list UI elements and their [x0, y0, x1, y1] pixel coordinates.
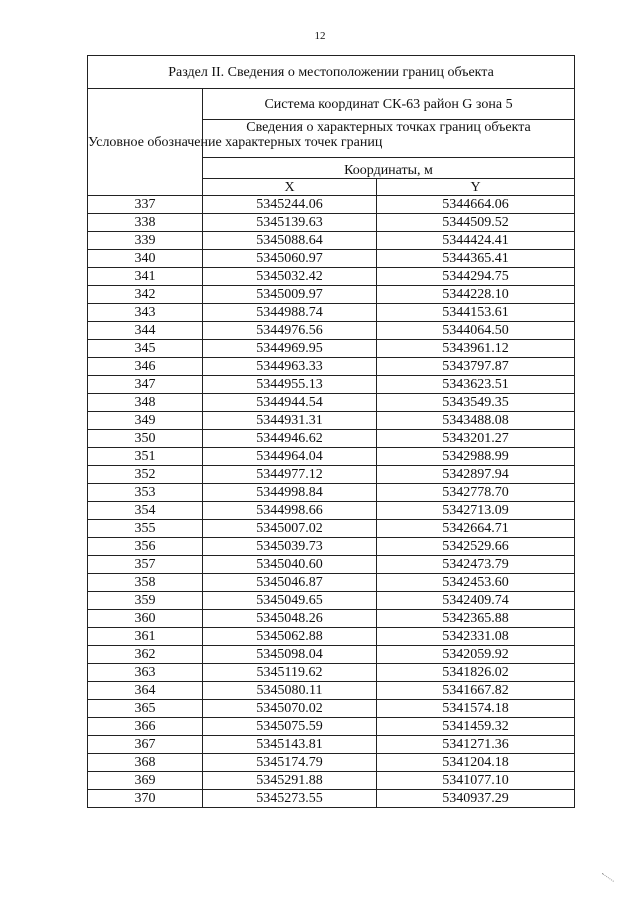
table-row [88, 376, 575, 394]
coordinate-system-title: Система координат СК-63 район G зона 5 [203, 89, 575, 120]
y-coordinate-cell: 5342664.71 [377, 520, 575, 538]
point-id-cell: 350 [88, 430, 203, 448]
y-coordinate-cell: 5343961.12 [377, 340, 575, 358]
point-id-cell: 355 [88, 520, 203, 538]
point-label-header: Условное обозначение характерных точек границ [88, 89, 203, 196]
table-row [88, 268, 575, 286]
y-coordinate-cell: 5344424.41 [377, 232, 575, 250]
y-coordinate-cell: 5344664.06 [377, 196, 575, 214]
x-coordinate-cell: 5344964.04 [203, 448, 377, 466]
y-coordinate-cell: 5342897.94 [377, 466, 575, 484]
table-row [88, 520, 575, 538]
y-coordinate-cell: 5342713.09 [377, 502, 575, 520]
point-id-cell: 351 [88, 448, 203, 466]
table-row [88, 358, 575, 376]
table-row [88, 556, 575, 574]
page-number: 12 [314, 30, 326, 42]
table-row [88, 682, 575, 700]
y-coordinate-cell: 5344228.10 [377, 286, 575, 304]
x-coordinate-cell: 5345049.65 [203, 592, 377, 610]
table-row [88, 448, 575, 466]
point-id-cell: 364 [88, 682, 203, 700]
y-coordinate-cell: 5342778.70 [377, 484, 575, 502]
x-coordinate-cell: 5345273.55 [203, 790, 377, 808]
x-coordinate-cell: 5345007.02 [203, 520, 377, 538]
point-id-cell: 365 [88, 700, 203, 718]
y-coordinate-cell: 5342453.60 [377, 574, 575, 592]
x-coordinate-cell: 5345032.42 [203, 268, 377, 286]
x-coordinate-cell: 5345098.04 [203, 646, 377, 664]
point-id-cell: 339 [88, 232, 203, 250]
y-coordinate-cell: 5340937.29 [377, 790, 575, 808]
x-coordinate-cell: 5345039.73 [203, 538, 377, 556]
section-title-row [88, 56, 575, 89]
point-id-cell: 358 [88, 574, 203, 592]
point-id-cell: 338 [88, 214, 203, 232]
point-id-cell: 359 [88, 592, 203, 610]
x-coordinate-cell: 5344963.33 [203, 358, 377, 376]
y-coordinate-cell: 5342365.88 [377, 610, 575, 628]
column-x-header: X [203, 179, 377, 196]
point-id-cell: 369 [88, 772, 203, 790]
table-row [88, 322, 575, 340]
x-coordinate-cell: 5345070.02 [203, 700, 377, 718]
point-id-cell: 346 [88, 358, 203, 376]
y-coordinate-cell: 5342059.92 [377, 646, 575, 664]
table-row [88, 214, 575, 232]
y-coordinate-cell: 5344365.41 [377, 250, 575, 268]
x-coordinate-cell: 5345088.64 [203, 232, 377, 250]
table-row [88, 790, 575, 808]
y-coordinate-cell: 5343797.87 [377, 358, 575, 376]
x-coordinate-cell: 5344998.66 [203, 502, 377, 520]
table-row [88, 574, 575, 592]
table-row [88, 754, 575, 772]
point-id-cell: 361 [88, 628, 203, 646]
y-coordinate-cell: 5344153.61 [377, 304, 575, 322]
y-coordinate-cell: 5344294.75 [377, 268, 575, 286]
x-coordinate-cell: 5345080.11 [203, 682, 377, 700]
point-id-cell: 366 [88, 718, 203, 736]
coordinates-header: Координаты, м [203, 158, 575, 179]
point-id-cell: 370 [88, 790, 203, 808]
y-coordinate-cell: 5341077.10 [377, 772, 575, 790]
point-id-cell: 354 [88, 502, 203, 520]
y-coordinate-cell: 5343201.27 [377, 430, 575, 448]
table-row [88, 502, 575, 520]
x-coordinate-cell: 5345291.88 [203, 772, 377, 790]
x-coordinate-cell: 5344955.13 [203, 376, 377, 394]
point-id-cell: 341 [88, 268, 203, 286]
column-y-header: Y [377, 179, 575, 196]
x-coordinate-cell: 5345139.63 [203, 214, 377, 232]
table-row [88, 592, 575, 610]
point-id-cell: 337 [88, 196, 203, 214]
table-row [88, 412, 575, 430]
y-coordinate-cell: 5343488.08 [377, 412, 575, 430]
x-coordinate-cell: 5345143.81 [203, 736, 377, 754]
y-coordinate-cell: 5342529.66 [377, 538, 575, 556]
x-coordinate-cell: 5345048.26 [203, 610, 377, 628]
x-coordinate-cell: 5345244.06 [203, 196, 377, 214]
table-row [88, 700, 575, 718]
point-id-cell: 342 [88, 286, 203, 304]
table-row [88, 466, 575, 484]
table-row [88, 484, 575, 502]
x-coordinate-cell: 5344969.95 [203, 340, 377, 358]
y-coordinate-cell: 5343623.51 [377, 376, 575, 394]
y-coordinate-cell: 5342331.08 [377, 628, 575, 646]
table-row [88, 250, 575, 268]
scan-mark [596, 873, 614, 890]
y-coordinate-cell: 5341574.18 [377, 700, 575, 718]
point-id-cell: 349 [88, 412, 203, 430]
y-coordinate-cell: 5342988.99 [377, 448, 575, 466]
x-coordinate-cell: 5344976.56 [203, 322, 377, 340]
x-coordinate-cell: 5344977.12 [203, 466, 377, 484]
x-coordinate-cell: 5345174.79 [203, 754, 377, 772]
table-row [88, 340, 575, 358]
table-row [88, 304, 575, 322]
coordinates-table [87, 55, 575, 808]
table-row [88, 628, 575, 646]
table-row [88, 394, 575, 412]
point-id-cell: 362 [88, 646, 203, 664]
point-id-cell: 348 [88, 394, 203, 412]
table-row [88, 718, 575, 736]
y-coordinate-cell: 5341459.32 [377, 718, 575, 736]
point-id-cell: 357 [88, 556, 203, 574]
y-coordinate-cell: 5341826.02 [377, 664, 575, 682]
y-coordinate-cell: 5343549.35 [377, 394, 575, 412]
table-row [88, 736, 575, 754]
point-id-cell: 353 [88, 484, 203, 502]
points-info-title: Сведения о характерных точках границ объекта [203, 120, 575, 158]
y-coordinate-cell: 5341271.36 [377, 736, 575, 754]
table-row [88, 430, 575, 448]
y-coordinate-cell: 5341204.18 [377, 754, 575, 772]
y-coordinate-cell: 5342409.74 [377, 592, 575, 610]
point-id-cell: 345 [88, 340, 203, 358]
y-coordinate-cell: 5344064.50 [377, 322, 575, 340]
system-row [88, 89, 575, 120]
x-coordinate-cell: 5344944.54 [203, 394, 377, 412]
point-id-cell: 340 [88, 250, 203, 268]
x-coordinate-cell: 5345060.97 [203, 250, 377, 268]
table-row [88, 286, 575, 304]
y-coordinate-cell: 5344509.52 [377, 214, 575, 232]
table-row [88, 664, 575, 682]
y-coordinate-cell: 5342473.79 [377, 556, 575, 574]
section-title: Раздел II. Сведения о местоположении границ объекта [88, 56, 575, 89]
x-coordinate-cell: 5344998.84 [203, 484, 377, 502]
point-id-cell: 343 [88, 304, 203, 322]
x-coordinate-cell: 5344946.62 [203, 430, 377, 448]
x-coordinate-cell: 5345040.60 [203, 556, 377, 574]
point-id-cell: 368 [88, 754, 203, 772]
table-row [88, 646, 575, 664]
x-coordinate-cell: 5345075.59 [203, 718, 377, 736]
point-id-cell: 363 [88, 664, 203, 682]
x-coordinate-cell: 5345046.87 [203, 574, 377, 592]
point-id-cell: 344 [88, 322, 203, 340]
table-row [88, 610, 575, 628]
x-coordinate-cell: 5345062.88 [203, 628, 377, 646]
y-coordinate-cell: 5341667.82 [377, 682, 575, 700]
x-coordinate-cell: 5344988.74 [203, 304, 377, 322]
table-row [88, 772, 575, 790]
point-id-cell: 367 [88, 736, 203, 754]
table-row [88, 538, 575, 556]
point-id-cell: 352 [88, 466, 203, 484]
point-id-cell: 347 [88, 376, 203, 394]
table-row [88, 232, 575, 250]
x-coordinate-cell: 5345009.97 [203, 286, 377, 304]
point-id-cell: 356 [88, 538, 203, 556]
table-row [88, 196, 575, 214]
x-coordinate-cell: 5345119.62 [203, 664, 377, 682]
point-id-cell: 360 [88, 610, 203, 628]
x-coordinate-cell: 5344931.31 [203, 412, 377, 430]
